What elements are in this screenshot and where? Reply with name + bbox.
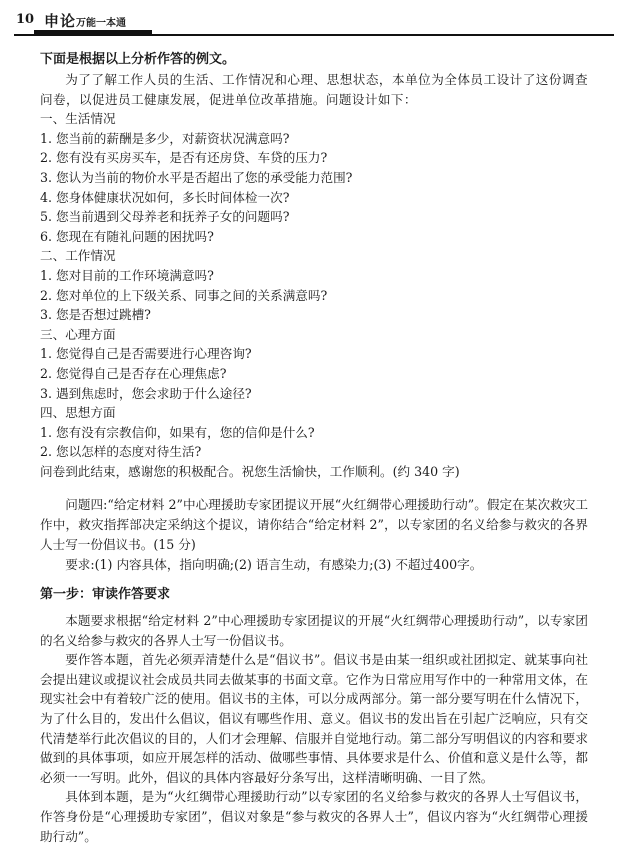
page-content <box>40 50 588 846</box>
page-number: 10 <box>16 12 35 27</box>
survey-item: 6. 您现在有随礼问题的困扰吗? <box>40 228 214 244</box>
survey-item: 3. 您是否想过跳槽? <box>40 307 151 323</box>
step-one-paragraph: 具体到本题，是为“火红绸带心理援助行动”以专家团的名义给参与救灾的各界人士写倡议书，作答身份是“心理援助专家团”，倡议对象是“参与救灾的各界人士”，倡议内容为“火红绸带心理援助行动”。 <box>40 789 588 844</box>
section-title: 一、生活情况 <box>40 111 116 127</box>
survey-item: 1. 您当前的薪酬是多少，对薪资状况满意吗? <box>40 130 290 146</box>
survey-item: 2. 您有没有买房买车，是否有还房贷、车贷的压力? <box>40 150 328 166</box>
spacer <box>40 575 588 585</box>
survey-item: 1. 您有没有宗教信仰，如果有，您的信仰是什么? <box>40 424 315 440</box>
section-title: 二、工作情况 <box>40 248 116 264</box>
survey-item: 1. 您对目前的工作环境满意吗? <box>40 267 214 283</box>
survey-item: 2. 您对单位的上下级关系、同事之间的关系满意吗? <box>40 287 328 303</box>
book-subtitle: 万能一本通 <box>76 18 127 29</box>
survey-item: 3. 遇到焦虑时，您会求助于什么途径? <box>40 385 252 401</box>
survey-item: 4. 您身体健康状况如何，多长时间体检一次? <box>40 189 290 205</box>
sample-closing: 问卷到此结束，感谢您的积极配合。祝您生活愉快，工作顺利。(约 340 字) <box>40 463 460 479</box>
section-title: 三、心理方面 <box>40 326 116 342</box>
page-header <box>14 8 614 32</box>
step-one-paragraph: 本题要求根据“给定材料 2”中心理援助专家团提议的开展“火红绸带心理援助行动”，以专家团的名义给参与救灾的各界人士写一份倡议书。 <box>40 613 588 648</box>
sample-answer <box>40 50 588 481</box>
survey-item: 2. 您以怎样的态度对待生活? <box>40 444 202 460</box>
survey-item: 5. 您当前遇到父母养老和抚养子女的问题吗? <box>40 209 290 225</box>
sample-intro: 为了了解工作人员的生活、工作情况和心理、思想状态，本单位为全体员工设计了这份调查问卷，以促进员工健康发展，促进单位改革措施。问题设计如下： <box>40 72 588 107</box>
step-one-paragraph: 要作答本题，首先必须弄清楚什么是“倡议书”。倡议书是由某一组织或社团拟定、就某事向社会提出建议或提议社会成员共同去做某事的书面文章。它作为日常应用写作中的一种常用文体，在现实社会中有着较广泛的使用。倡议书的主体，可以分成两部分。第一部分要写明在什么情况下，为了什么目的，发出什么倡议，倡议有哪些作用、意义。倡议书的发出旨在引起广泛响应，只有交代清楚举行此次倡议的目的，人们才会理解、信服并自觉地行动。第二部分写明倡议的内容和要求做到的具体事项，如应开展怎样的活动、做哪些事情、具体要求是什么、价值和意义是什么等，都必须一一写明。此外，倡议的具体内容最好分条写出，这样清晰明确、一目了然。 <box>40 652 588 785</box>
section-title: 四、思想方面 <box>40 405 116 421</box>
book-title <box>44 10 126 31</box>
question-requirements: 要求:(1) 内容具体，指向明确;(2) 语言生动，有感染力;(3) 不超过400字。 <box>65 557 483 573</box>
step-one-heading: 第一步：审读作答要求 <box>40 587 171 603</box>
survey-item: 2. 您觉得自己是否存在心理焦虑? <box>40 365 227 381</box>
survey-item: 1. 您觉得自己是否需要进行心理咨询? <box>40 346 252 362</box>
spacer <box>40 481 588 495</box>
sample-heading: 下面是根据以上分析作答的例文。 <box>40 52 236 67</box>
survey-item: 3. 您认为当前的物价水平是否超出了您的承受能力范围? <box>40 169 353 185</box>
header-rule <box>14 34 614 36</box>
question-four: 问题四:“给定材料 2”中心理援助专家团提议开展“火红绸带心理援助行动”。假定在某次救灾工作中，救灾指挥部决定采纳这个提议，请你结合“给定材料 2”，以专家团的名义给参与救灾的各界人士写一份倡议书。(15 分) <box>40 497 588 553</box>
book-title-main: 申论 <box>44 12 77 30</box>
